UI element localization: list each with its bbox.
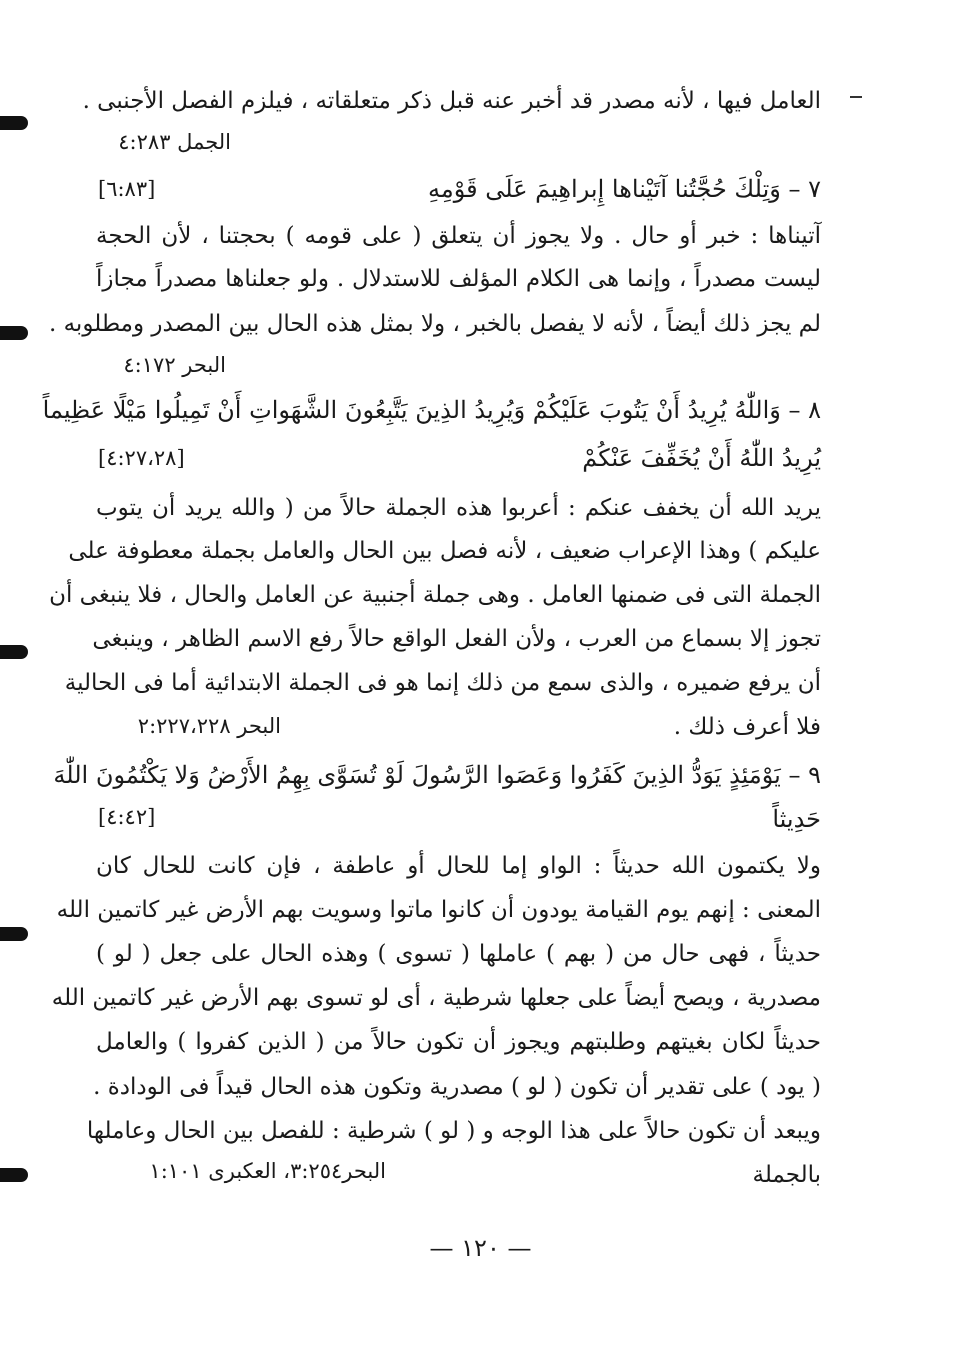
verse-reference: [٦:٨٣]	[98, 177, 156, 201]
source-reference: الجمل ٤:٢٨٣	[118, 130, 231, 154]
source-reference: البحر٣:٢٥٤، العكبرى ١:١٠١	[149, 1159, 386, 1183]
verse-reference: [٤:٤٢]	[98, 805, 156, 829]
text-line: آتيناها : خبر أو حال . ولا يجوز أن يتعلق ( على قومه ) بحجتنا ، لأن الحجة	[96, 223, 821, 249]
text-line: حديثاً لكان بغيتهم وطلبتهم ويجوز أن تكون حالاً من ( الذين كفروا ) والعامل	[96, 1029, 821, 1055]
text-line: يريد الله أن يخفف عنكم : أعربوا هذه الجملة حالاً من ( والله يريد أن يتوب	[96, 495, 821, 521]
text-line: عليكم ) وهذا الإعراب ضعيف ، لأنه فصل بين الحال والعامل بجملة معطوفة على	[68, 538, 821, 564]
text-line: حديثاً ، فهى حال من ( بهم ) عاملها ( تسوى ) وهذه الحال على جعل ( لو )	[96, 941, 821, 967]
binding-mark	[0, 116, 28, 130]
source-reference: البحر ٤:١٧٢	[123, 353, 226, 377]
quran-verse: ٩ – يَوْمَئِذٍ يَوَدُّ الذِينَ كَفَرُوا وَعَصَوا الرَّسُولَ لَوْ تُسَوَّى بِهِمُ الأَرْضُ وَلا يَكْتُمُونَ اللّٰهَ	[53, 761, 821, 789]
text-line: بالجملة	[752, 1162, 821, 1188]
text-line: ويبعد أن تكون حالاً على هذا الوجه و ( لو ) شرطية : للفصل بين الحال وعاملها	[86, 1118, 821, 1144]
quran-verse: ٨ – وَاللّٰهُ يُرِيدُ أَنْ يَتُوبَ عَلَيْكُمْ وَيُرِيدُ الذِينَ يَتَّبِعُونَ الشَّهَواتِ أَنْ تَمِيلُوا مَيْلًا عَظِيماً	[42, 396, 821, 424]
text-line: المعنى : إنهم يوم القيامة يودون أن كانوا ماتوا وسويت بهم الأرض غير كاتمين الله	[56, 897, 821, 923]
text-line: ( يود ) على تقدير أن تكون ( لو ) مصدرية وتكون هذه الحال قيداً فى الودادة .	[93, 1074, 821, 1100]
binding-mark	[0, 326, 28, 340]
text-line: فلا أعرف ذلك .	[673, 714, 821, 740]
quran-verse: ٧ – وَتِلْكَ حُجَّتُنا آتَيْناها إِبراهِيمَ عَلَى قَوْمِهِ	[428, 175, 821, 203]
text-line: أن يرفع ضميره ، والذى سمع من ذلك إنما هو فى الجملة الابتدائية أما فى الحالية	[64, 670, 821, 696]
text-line: تجوز إلا بسماع من العرب ، ولأن الفعل الواقع حالاً رفع الاسم الظاهر ، وينبغى	[92, 626, 821, 652]
quran-verse: يُرِيدُ اللّٰهُ أَنْ يُخَفِّفَ عَنْكُمْ	[582, 444, 821, 472]
text-line: العامل فيها ، لأنه مصدر قد أخبر عنه قبل ذكر متعلقاته ، فيلزم الفصل الأجنبى .	[82, 88, 821, 114]
text-line: الجملة التى فى ضمنها العامل . وهى جملة أجنبية عن العامل والحال ، فلا ينبغى أن	[49, 582, 821, 608]
text-line: مصدرية ، ويصح أيضاً على جعلها شرطية ، أى لو تسوى بهم الأرض غير كاتمين الله	[51, 985, 821, 1011]
binding-mark	[0, 645, 28, 659]
verse-reference: [٤:٢٧،٢٨]	[98, 446, 185, 470]
margin-tick	[850, 96, 862, 98]
quran-verse: حَدِيثاً	[772, 805, 821, 833]
source-reference: البحر ٢:٢٢٧،٢٢٨	[137, 714, 281, 738]
text-line: ليست مصدراً ، وإنما هى الكلام المؤلف للاستدلال . ولو جعلناها مصدراً مجازاً	[96, 266, 821, 292]
page-number: — ١٢٠ —	[429, 1234, 532, 1262]
binding-mark	[0, 1168, 28, 1182]
text-line: لم يجز ذلك أيضاً ، لأنه لا يفصل بالخبر ، ولا بمثل هذه الحال بين المصدر ومطلوبه .	[48, 311, 821, 337]
binding-mark	[0, 927, 28, 941]
text-line: ولا يكتمون الله حديثاً : الواو إما للحال أو عاطفة ، فإن كانت للحال كان	[96, 853, 821, 879]
